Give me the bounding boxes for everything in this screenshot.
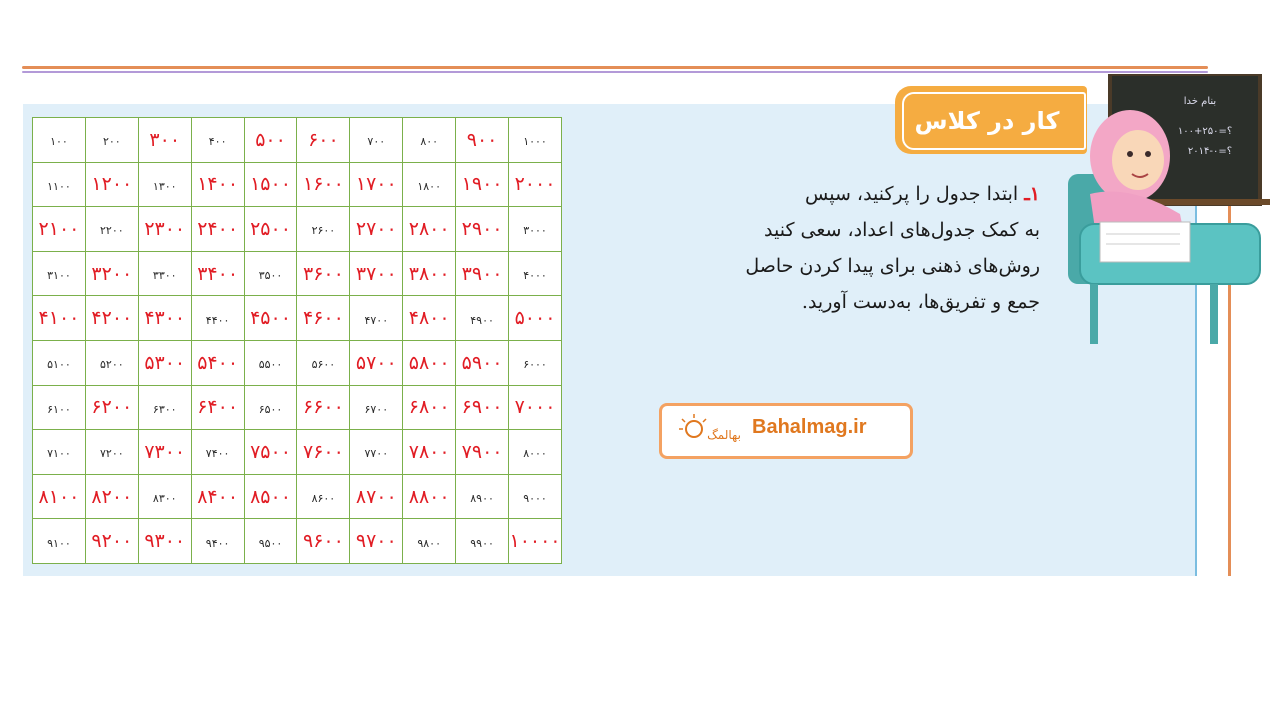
table-cell (297, 207, 350, 252)
table-cell (297, 474, 350, 519)
filled-number: ۴۱۰۰ (38, 307, 80, 330)
table-cell (403, 430, 456, 475)
filled-number: ۳۷۰۰ (355, 262, 397, 285)
table-cell (297, 385, 350, 430)
desk-leg-left (1090, 284, 1098, 344)
filled-number: ۴۳۰۰ (144, 307, 186, 330)
filled-number: ۷۶۰۰ (302, 440, 344, 463)
table-cell (191, 474, 244, 519)
filled-number: ۸۵۰۰ (250, 485, 291, 508)
filled-number: ۶۴۰۰ (197, 396, 239, 419)
table-cell (350, 207, 403, 252)
table-cell (297, 118, 350, 163)
table-cell (85, 162, 138, 207)
table-cell (350, 118, 403, 163)
table-cell (297, 519, 350, 564)
table-cell (297, 340, 350, 385)
table-cell (138, 207, 191, 252)
given-number: ۴۷۰۰ (364, 313, 389, 327)
blackboard-line-1: بنام خدا (1183, 96, 1217, 107)
table-row (33, 118, 562, 163)
watermark-logo-text: بهالمگ (707, 428, 741, 442)
given-number: ۷۴۰۰ (205, 447, 230, 461)
given-number: ۵۶۰۰ (311, 358, 336, 372)
given-number: ۶۰۰۰ (523, 358, 547, 372)
table-cell (509, 118, 562, 163)
table-cell (138, 340, 191, 385)
question-line-3: روش‌های ذهنی برای پیدا کردن حاصل (745, 255, 1040, 277)
table-row (33, 474, 562, 519)
filled-number: ۹۰۰ (466, 128, 498, 151)
filled-number: ۲۰۰۰ (514, 173, 556, 196)
table-cell (33, 340, 86, 385)
table-cell (191, 385, 244, 430)
given-number: ۳۰۰۰ (523, 224, 547, 238)
table-cell (456, 207, 509, 252)
table-cell (244, 162, 297, 207)
table-cell (403, 118, 456, 163)
filled-number: ۱۷۰۰ (355, 173, 397, 196)
watermark-text[interactable]: Bahalmag.ir (752, 416, 867, 438)
filled-number: ۵۷۰۰ (355, 351, 397, 374)
table-cell (33, 118, 86, 163)
table-cell (350, 519, 403, 564)
given-number: ۷۷۰۰ (364, 447, 389, 461)
table-cell (33, 474, 86, 519)
filled-number: ۵۸۰۰ (408, 351, 450, 374)
notebook (1100, 222, 1190, 262)
filled-number: ۶۸۰۰ (408, 396, 450, 419)
filled-number: ۲۱۰۰ (38, 217, 80, 240)
table-cell (297, 296, 350, 341)
table-cell (33, 296, 86, 341)
filled-number: ۱۹۰۰ (461, 173, 503, 196)
table-cell (509, 162, 562, 207)
table-cell (509, 519, 562, 564)
filled-number: ۷۳۰۰ (144, 440, 186, 463)
table-cell (85, 118, 138, 163)
table-cell (244, 207, 297, 252)
filled-number: ۶۲۰۰ (91, 396, 133, 419)
table-cell (403, 385, 456, 430)
table-cell (509, 340, 562, 385)
filled-number: ۸۱۰۰ (38, 485, 80, 508)
given-number: ۴۹۰۰ (470, 313, 494, 327)
table-cell (403, 251, 456, 296)
given-number: ۲۶۰۰ (311, 224, 336, 238)
table-cell (85, 385, 138, 430)
table-cell (509, 251, 562, 296)
given-number: ۵۵۰۰ (258, 358, 283, 372)
table-cell (138, 296, 191, 341)
question-text (640, 176, 1040, 320)
table-cell (297, 251, 350, 296)
table-cell (33, 162, 86, 207)
table-cell (85, 296, 138, 341)
table-cell (403, 519, 456, 564)
table-cell (191, 340, 244, 385)
given-number: ۹۵۰۰ (258, 536, 283, 550)
blackboard-line-2: ۱۰۰+۲۵۰=؟ (1177, 126, 1233, 137)
given-number: ۱۰۰۰ (523, 135, 547, 149)
table-cell (191, 251, 244, 296)
table-cell (350, 162, 403, 207)
filled-number: ۳۴۰۰ (197, 262, 239, 285)
table-cell (403, 207, 456, 252)
table-row (33, 430, 562, 475)
table-cell (350, 385, 403, 430)
filled-number: ۳۸۰۰ (408, 262, 450, 285)
table-cell (244, 385, 297, 430)
table-cell (456, 385, 509, 430)
table-cell (244, 118, 297, 163)
given-number: ۱۰۰ (50, 135, 68, 149)
eye-left (1127, 151, 1133, 157)
filled-number: ۵۴۰۰ (197, 351, 239, 374)
filled-number: ۴۸۰۰ (408, 307, 450, 330)
header-rule-purple (22, 71, 1208, 73)
table-cell (85, 474, 138, 519)
eye-right (1145, 151, 1151, 157)
table-cell (244, 430, 297, 475)
filled-number: ۹۲۰۰ (91, 530, 133, 553)
given-number: ۷۰۰ (367, 135, 386, 149)
table-cell (509, 430, 562, 475)
table-row (33, 385, 562, 430)
given-number: ۶۱۰۰ (47, 402, 71, 416)
student-illustration (1060, 74, 1270, 354)
filled-number: ۷۸۰۰ (408, 440, 450, 463)
table-cell (33, 207, 86, 252)
filled-number: ۸۸۰۰ (408, 485, 450, 508)
table-cell (350, 296, 403, 341)
table-cell (191, 118, 244, 163)
table-cell (138, 251, 191, 296)
filled-number: ۱۵۰۰ (250, 173, 291, 196)
table-cell (456, 430, 509, 475)
question-number: ۱ـ (1024, 183, 1040, 205)
sun-logo-icon (676, 411, 746, 451)
filled-number: ۲۸۰۰ (408, 217, 450, 240)
filled-number: ۲۳۰۰ (144, 217, 186, 240)
given-number: ۲۰۰ (102, 135, 121, 149)
table-cell (138, 385, 191, 430)
given-number: ۹۹۰۰ (470, 536, 494, 550)
filled-number: ۳۲۰۰ (91, 262, 133, 285)
table-row (33, 251, 562, 296)
table-row (33, 207, 562, 252)
table-cell (33, 251, 86, 296)
table-cell (138, 474, 191, 519)
table-cell (85, 340, 138, 385)
table-row (33, 340, 562, 385)
given-number: ۷۲۰۰ (100, 447, 124, 461)
filled-number: ۸۴۰۰ (197, 485, 239, 508)
filled-number: ۱۴۰۰ (197, 173, 239, 196)
section-title: کار در کلاس (914, 107, 1060, 135)
table-cell (350, 251, 403, 296)
given-number: ۴۰۰ (208, 135, 227, 149)
table-cell (403, 474, 456, 519)
table-cell (138, 162, 191, 207)
filled-number: ۲۹۰۰ (461, 217, 503, 240)
table-row (33, 519, 562, 564)
table-cell (403, 340, 456, 385)
given-number: ۸۳۰۰ (152, 492, 177, 506)
filled-number: ۶۹۰۰ (461, 396, 503, 419)
table-cell (456, 519, 509, 564)
table-cell (456, 162, 509, 207)
table-cell (244, 251, 297, 296)
table-row (33, 162, 562, 207)
filled-number: ۳۶۰۰ (302, 262, 344, 285)
filled-number: ۴۲۰۰ (91, 307, 133, 330)
table-cell (244, 296, 297, 341)
table-cell (244, 340, 297, 385)
filled-number: ۷۵۰۰ (250, 440, 291, 463)
table-cell (138, 519, 191, 564)
given-number: ۵۲۰۰ (100, 358, 124, 372)
filled-number: ۲۷۰۰ (355, 217, 397, 240)
table-cell (138, 118, 191, 163)
table-cell (456, 118, 509, 163)
table-cell (403, 162, 456, 207)
filled-number: ۴۶۰۰ (302, 307, 344, 330)
table-cell (85, 519, 138, 564)
question-line-4: جمع و تفریق‌ها، به‌دست آورید. (801, 291, 1040, 313)
table-cell (138, 430, 191, 475)
filled-number: ۸۲۰۰ (91, 485, 133, 508)
given-number: ۶۳۰۰ (152, 402, 177, 416)
table-cell (191, 519, 244, 564)
table-cell (350, 340, 403, 385)
given-number: ۷۱۰۰ (47, 447, 71, 461)
filled-number: ۴۵۰۰ (250, 307, 291, 330)
filled-number: ۲۴۰۰ (197, 217, 239, 240)
table-cell (509, 296, 562, 341)
question-line-1-text: ابتدا جدول را پرکنید، سپس (805, 183, 1019, 205)
given-number: ۱۱۰۰ (47, 179, 71, 193)
table-cell (191, 207, 244, 252)
table-cell (350, 430, 403, 475)
question-line-2: به کمک جدول‌های اعداد، سعی کنید (764, 219, 1040, 241)
table-cell (33, 519, 86, 564)
given-number: ۸۶۰۰ (311, 492, 336, 506)
table-cell (191, 162, 244, 207)
question-line-1 (640, 176, 1040, 212)
given-number: ۹۸۰۰ (417, 536, 441, 550)
given-number: ۴۰۰۰ (523, 269, 547, 283)
table-cell (456, 296, 509, 341)
filled-number: ۲۵۰۰ (250, 217, 291, 240)
given-number: ۶۵۰۰ (258, 402, 283, 416)
filled-number: ۷۹۰۰ (461, 440, 503, 463)
given-number: ۴۴۰۰ (205, 313, 230, 327)
given-number: ۳۳۰۰ (152, 269, 177, 283)
table-cell (509, 207, 562, 252)
filled-number: ۱۲۰۰ (91, 173, 133, 196)
given-number: ۹۱۰۰ (47, 536, 71, 550)
table-row (33, 296, 562, 341)
number-table (32, 117, 562, 564)
given-number: ۹۴۰۰ (205, 536, 230, 550)
filled-number: ۵۰۰۰ (514, 307, 556, 330)
header-rule-orange (22, 66, 1208, 69)
filled-number: ۱۰۰۰۰ (509, 530, 561, 553)
table-cell (244, 519, 297, 564)
table-cell (297, 430, 350, 475)
table-cell (403, 296, 456, 341)
given-number: ۸۰۰۰ (523, 447, 547, 461)
table-cell (33, 385, 86, 430)
given-number: ۹۰۰۰ (523, 492, 547, 506)
filled-number: ۱۶۰۰ (302, 173, 344, 196)
given-number: ۳۵۰۰ (258, 269, 283, 283)
given-number: ۱۸۰۰ (417, 179, 441, 193)
filled-number: ۶۰۰ (308, 128, 339, 151)
desk-leg-right (1210, 284, 1218, 344)
filled-number: ۹۳۰۰ (144, 530, 186, 553)
blackboard-line-3: ۲۰۱۴-۰=؟ (1187, 146, 1233, 157)
filled-number: ۵۹۰۰ (461, 351, 503, 374)
table-cell (85, 430, 138, 475)
given-number: ۶۷۰۰ (364, 402, 389, 416)
table-cell (85, 207, 138, 252)
table-cell (191, 430, 244, 475)
given-number: ۵۱۰۰ (47, 358, 71, 372)
table-cell (85, 251, 138, 296)
filled-number: ۹۷۰۰ (355, 530, 397, 553)
filled-number: ۷۰۰۰ (514, 396, 556, 419)
table-cell (191, 296, 244, 341)
table-cell (244, 474, 297, 519)
table-cell (509, 385, 562, 430)
given-number: ۲۲۰۰ (100, 224, 124, 238)
filled-number: ۹۶۰۰ (302, 530, 344, 553)
filled-number: ۵۳۰۰ (144, 351, 186, 374)
given-number: ۸۹۰۰ (470, 492, 494, 506)
table-cell (456, 474, 509, 519)
face (1112, 130, 1164, 190)
table-cell (509, 474, 562, 519)
table-cell (297, 162, 350, 207)
table-cell (456, 251, 509, 296)
given-number: ۳۱۰۰ (47, 269, 71, 283)
table-cell (456, 340, 509, 385)
filled-number: ۵۰۰ (255, 128, 286, 151)
given-number: ۸۰۰ (420, 135, 439, 149)
filled-number: ۸۷۰۰ (355, 485, 397, 508)
filled-number: ۳۹۰۰ (461, 262, 503, 285)
filled-number: ۶۶۰۰ (302, 396, 344, 419)
filled-number: ۳۰۰ (149, 128, 181, 151)
table-cell (33, 430, 86, 475)
table-cell (350, 474, 403, 519)
given-number: ۱۳۰۰ (152, 179, 177, 193)
